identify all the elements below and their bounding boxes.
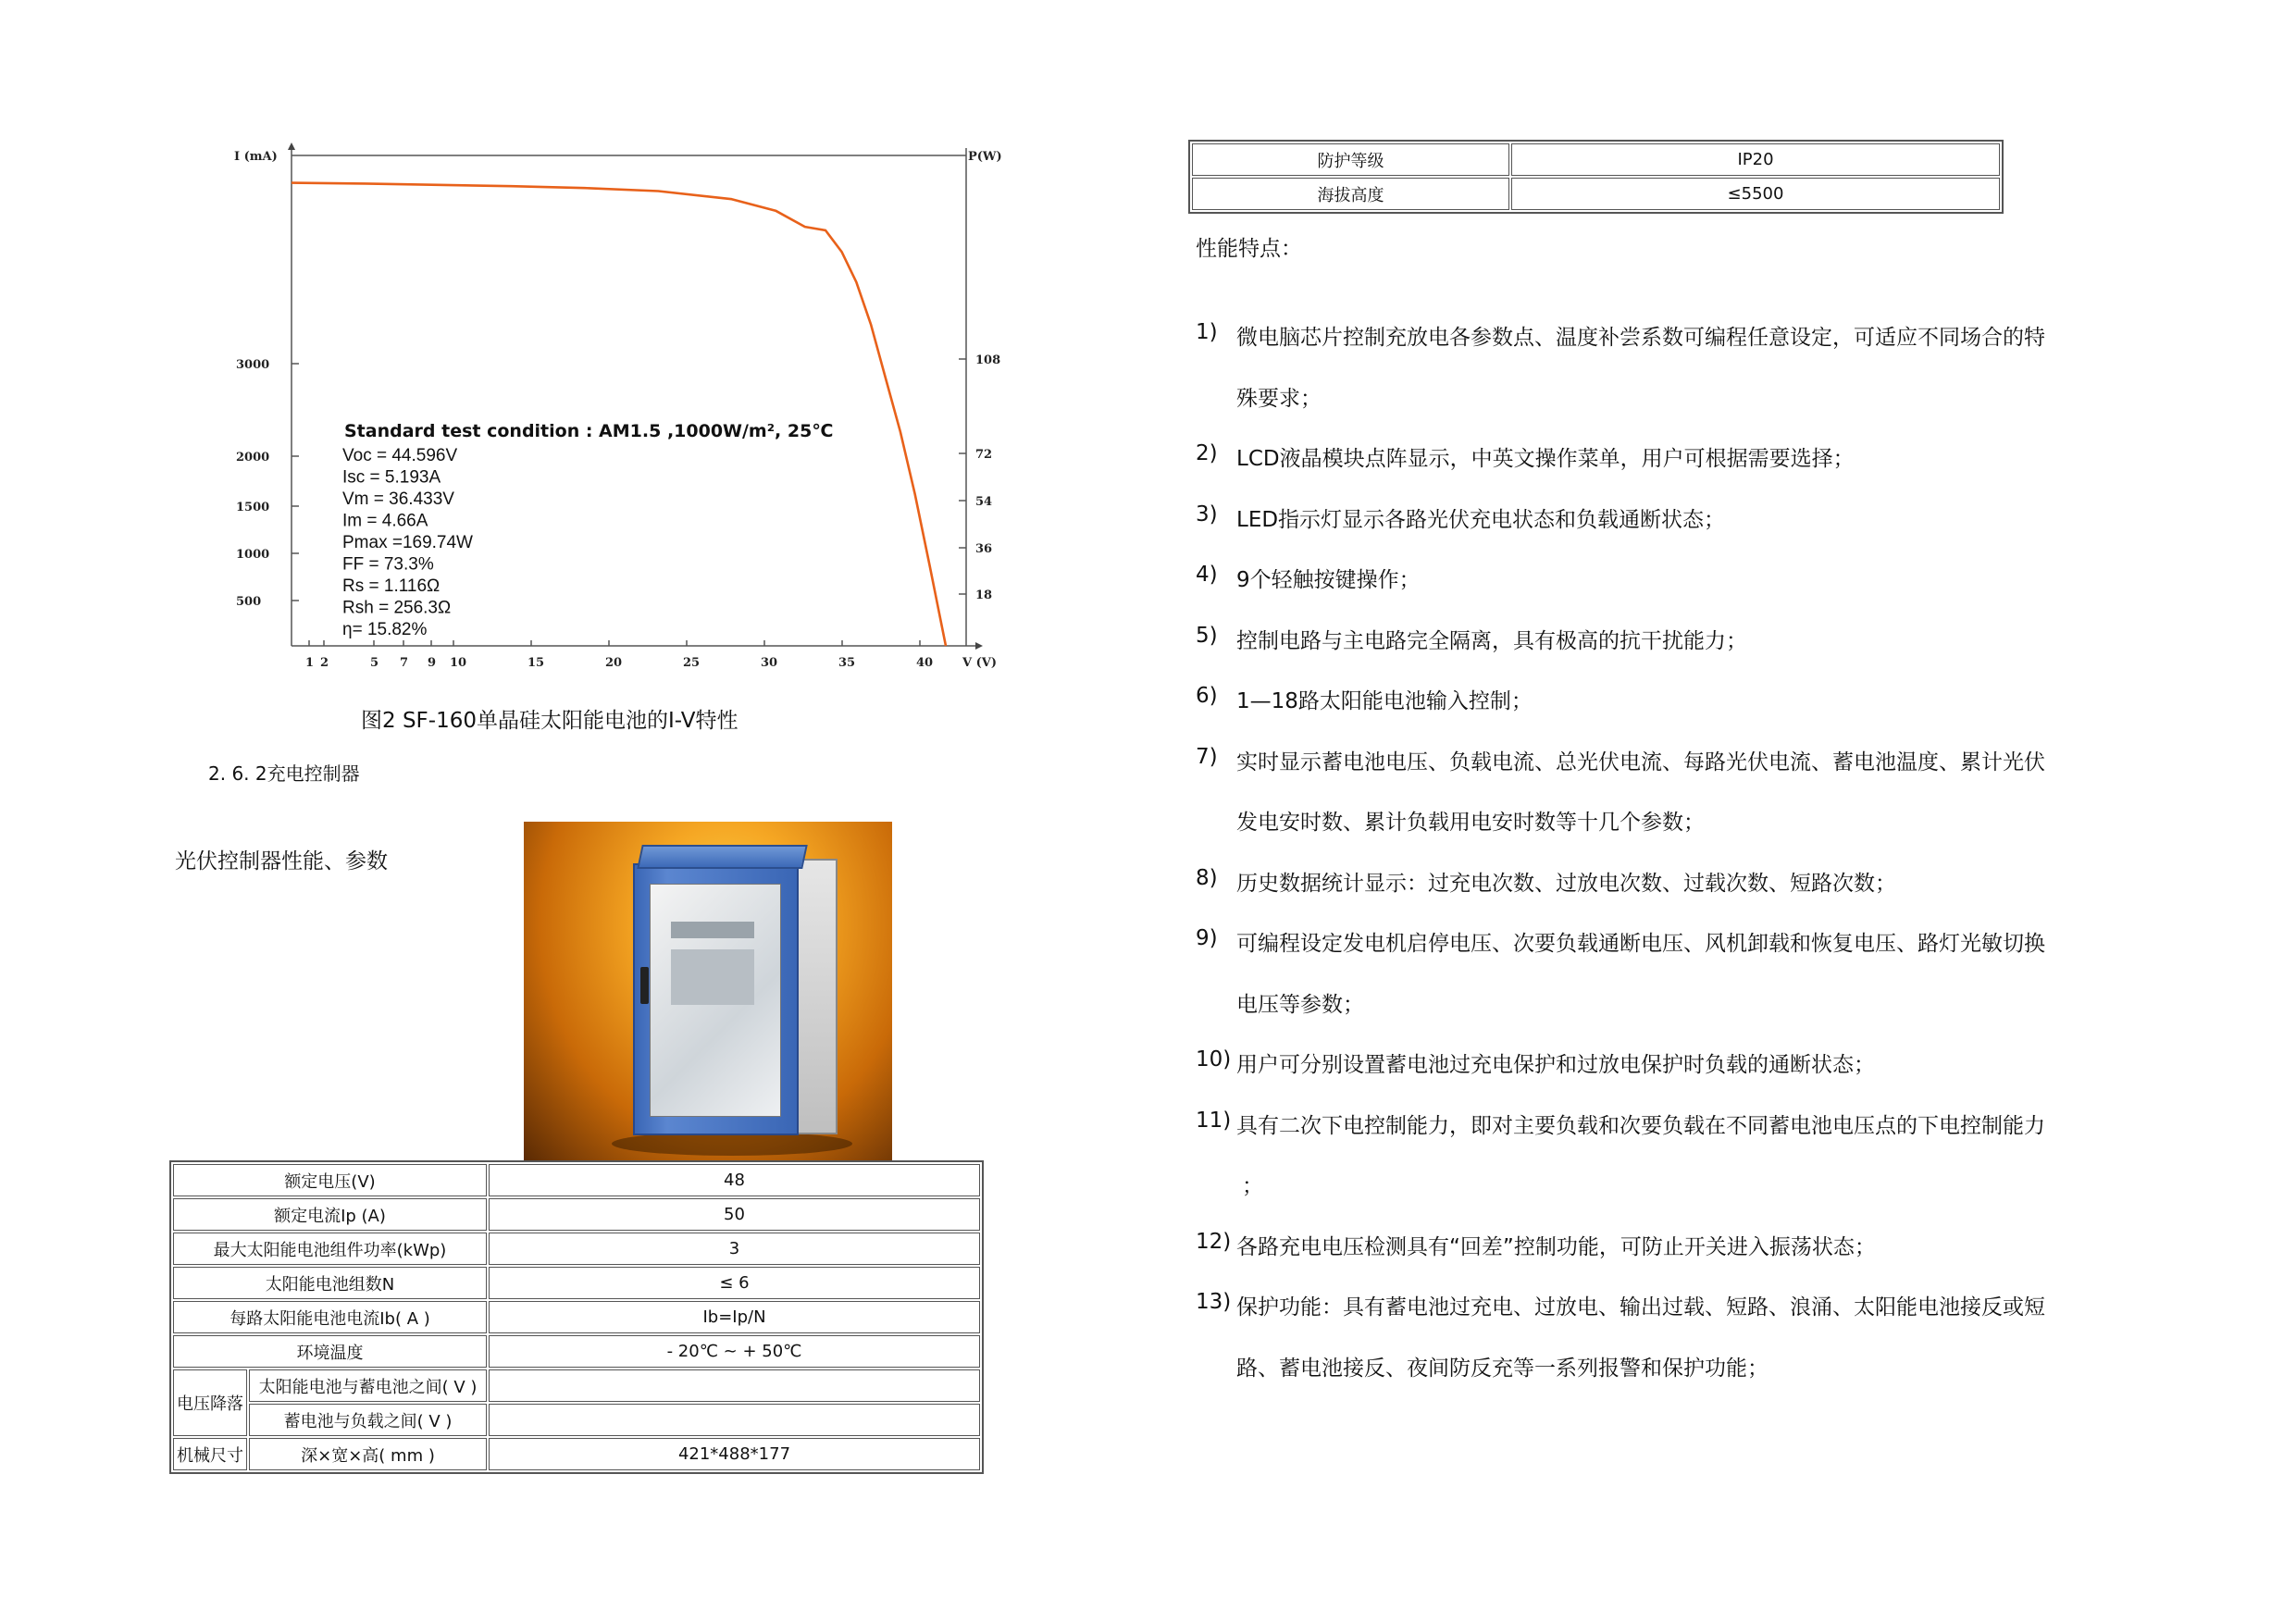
- y-tick-label: 1000: [236, 548, 270, 562]
- feature-text: LED指示灯显示各路光伏充电状态和负载通断状态；: [1236, 507, 1726, 532]
- feature-number: 6): [1196, 684, 1218, 708]
- x-tick-label: 7: [400, 656, 409, 670]
- spec-label: 太阳能电池组数N: [173, 1267, 487, 1299]
- y-tick-label: 3000: [236, 358, 270, 372]
- spec-value: ≤5500: [1511, 178, 2000, 210]
- spec-value: 3: [489, 1233, 980, 1265]
- x-tick-label: 30: [761, 656, 778, 670]
- x-tick-label: 25: [683, 656, 701, 670]
- spec-label: 防护等级: [1192, 143, 1509, 176]
- feature-number: 1): [1196, 320, 1218, 344]
- annotation-line: Rsh = 256.3Ω: [342, 598, 452, 618]
- table-row: [173, 1267, 980, 1299]
- annotation-line: η= 15.82%: [342, 620, 428, 639]
- table-row: [1192, 143, 2000, 176]
- spec-value: [489, 1369, 980, 1402]
- spec-label: 最大太阳能电池组件功率(kWp): [173, 1233, 487, 1265]
- spec-label: 每路太阳能电池电流Ib( A ): [173, 1301, 487, 1333]
- y2-tick-label: 108: [975, 353, 1001, 367]
- table-row: [173, 1369, 980, 1402]
- x-tick-label: 15: [527, 656, 545, 670]
- spec-value: - 20℃ ~ + 50℃: [489, 1335, 980, 1368]
- annotation-line: Rs = 1.116Ω: [342, 576, 441, 596]
- feature-number: 4): [1196, 563, 1218, 587]
- annotation-line: Vm = 36.433V: [342, 489, 454, 509]
- feature-number: 5): [1196, 623, 1218, 648]
- controller-cabinet-photo: [524, 822, 892, 1160]
- spec-label: 太阳能电池与蓄电池之间( V ): [249, 1369, 487, 1402]
- feature-text: 各路充电电压检测具有“回差”控制功能，可防止开关进入振荡状态；: [1236, 1234, 1876, 1259]
- annotation-line: Im = 4.66A: [342, 511, 428, 531]
- y-axis-arrow: [288, 142, 295, 150]
- annotation-line: FF = 73.3%: [342, 554, 434, 575]
- feature-number: 13): [1196, 1290, 1232, 1314]
- y2-tick-label: 36: [975, 542, 993, 556]
- x-tick-label: 35: [838, 656, 856, 670]
- feature-text: 殊要求；: [1236, 386, 1322, 411]
- feature-number: 3): [1196, 502, 1218, 527]
- x-tick-label: 2: [320, 656, 329, 670]
- cabinet-glass-door: [650, 884, 781, 1117]
- feature-text: 控制电路与主电路完全隔离，具有极高的抗干扰能力；: [1236, 628, 1747, 653]
- table-row: [173, 1198, 980, 1231]
- cabinet-display-panel: [671, 922, 754, 938]
- spec-label: 额定电流Ip (A): [173, 1198, 487, 1231]
- spec-value: ≤ 6: [489, 1267, 980, 1299]
- cabinet-side: [792, 859, 838, 1134]
- y-tick-label: 500: [236, 595, 262, 609]
- y-axis-label: I (mA): [234, 150, 278, 164]
- feature-text: 历史数据统计显示：过充电次数、过放电次数、过载次数、短路次数；: [1236, 871, 1896, 896]
- y-tick-label: 2000: [236, 451, 270, 465]
- chart-caption: 图2 SF-160单晶硅太阳能电池的I-V特性: [361, 709, 738, 733]
- feature-number: 11): [1196, 1108, 1232, 1133]
- cabinet-handle: [640, 967, 649, 1004]
- feature-text: 用户可分别设置蓄电池过充电保护和过放电保护时负载的通断状态；: [1236, 1053, 1875, 1077]
- feature-text: 微电脑芯片控制充放电各参数点、温度补尝系数可编程任意设定，可适应不同场合的特: [1236, 326, 2045, 350]
- feature-text: 保护功能：具有蓄电池过充电、过放电、输出过载、短路、浪涌、太阳能电池接反或短: [1236, 1295, 2045, 1319]
- spec-group-label: 电压降落: [173, 1369, 247, 1436]
- annotation-line: Isc = 5.193A: [342, 467, 441, 488]
- y2-tick-label: 54: [975, 495, 993, 509]
- x-tick-label: 5: [370, 656, 379, 670]
- spec-value: IP20: [1511, 143, 2000, 176]
- section-heading: 2. 6. 2充电控制器: [208, 762, 360, 785]
- feature-text: LCD液晶模块点阵显示，中英文操作菜单，用户可根据需要选择；: [1236, 447, 1855, 471]
- controller-label: 光伏控制器性能、参数: [175, 849, 388, 873]
- y2-tick-label: 72: [975, 448, 993, 462]
- spec-label: 深×宽×高( mm ): [249, 1438, 487, 1470]
- feature-text: 具有二次下电控制能力，即对主要负载和次要负载在不同蓄电池电压点的下电控制能力: [1236, 1113, 2045, 1138]
- iv-chart-svg: [222, 139, 1009, 675]
- annotation-line: Voc = 44.596V: [342, 446, 458, 465]
- cabinet-module-panel: [671, 949, 754, 1005]
- table-row: [173, 1233, 980, 1265]
- features-heading: 性能特点：: [1196, 237, 1302, 261]
- spec-value: 421*488*177: [489, 1438, 980, 1470]
- x-axis-label: V (V): [962, 656, 998, 670]
- feature-text: 路、蓄电池接反、夜间防反充等一系列报警和保护功能；: [1236, 1356, 1769, 1381]
- feature-text: ；: [1242, 1174, 1263, 1198]
- standard-test-condition: Standard test condition : AM1.5 ,1000W/m², 25℃: [344, 421, 834, 441]
- x-tick-label: 9: [428, 656, 437, 670]
- feature-number: 9): [1196, 926, 1218, 950]
- y2-tick-label: 18: [975, 588, 993, 602]
- table-row: [1192, 178, 2000, 210]
- cabinet-front: [633, 863, 799, 1135]
- spec-label: 额定电压(V): [173, 1164, 487, 1196]
- feature-number: 12): [1196, 1229, 1232, 1254]
- spec-value: Ib=Ip/N: [489, 1301, 980, 1333]
- cabinet-top: [637, 845, 808, 869]
- spec-value: 48: [489, 1164, 980, 1196]
- spec-value: 50: [489, 1198, 980, 1231]
- spec-group-label: 机械尺寸: [173, 1438, 247, 1470]
- x-tick-label: 10: [450, 656, 467, 670]
- y-tick-label: 1500: [236, 501, 270, 514]
- x-tick-label: 20: [605, 656, 623, 670]
- controller-spec-table: [169, 1160, 984, 1474]
- x-tick-label: 40: [916, 656, 934, 670]
- x-tick-label: 1: [305, 656, 315, 670]
- feature-text: 实时显示蓄电池电压、负载电流、总光伏电流、每路光伏电流、蓄电池温度、累计光伏: [1236, 750, 2045, 774]
- annotation-line: Pmax =169.74W: [342, 533, 473, 552]
- table-row: [173, 1164, 980, 1196]
- feature-number: 8): [1196, 865, 1218, 890]
- table-row: [173, 1438, 980, 1470]
- spec-label: 海拔高度: [1192, 178, 1509, 210]
- feature-number: 10): [1196, 1047, 1232, 1072]
- spec-label: 环境温度: [173, 1335, 487, 1368]
- feature-text: 9个轻触按键操作；: [1236, 568, 1421, 592]
- y2-axis-label: P(W): [968, 150, 1002, 164]
- feature-text: 1—18路太阳能电池输入控制；: [1236, 689, 1533, 713]
- table-row: [173, 1404, 980, 1436]
- feature-number: 2): [1196, 441, 1218, 465]
- feature-text: 可编程设定发电机启停电压、次要负载通断电压、风机卸载和恢复电压、路灯光敏切换: [1236, 932, 2045, 956]
- feature-text: 发电安时数、累计负载用电安时数等十几个参数；: [1236, 811, 1705, 835]
- spec-value: [489, 1404, 980, 1436]
- table-row: [173, 1335, 980, 1368]
- spec-label: 蓄电池与负载之间( V ): [249, 1404, 487, 1436]
- iv-chart: [222, 139, 1009, 675]
- x-axis-arrow: [975, 642, 983, 650]
- table-row: [173, 1301, 980, 1333]
- protection-spec-table: [1188, 140, 2004, 214]
- feature-number: 7): [1196, 744, 1218, 769]
- feature-text: 电压等参数；: [1236, 992, 1364, 1017]
